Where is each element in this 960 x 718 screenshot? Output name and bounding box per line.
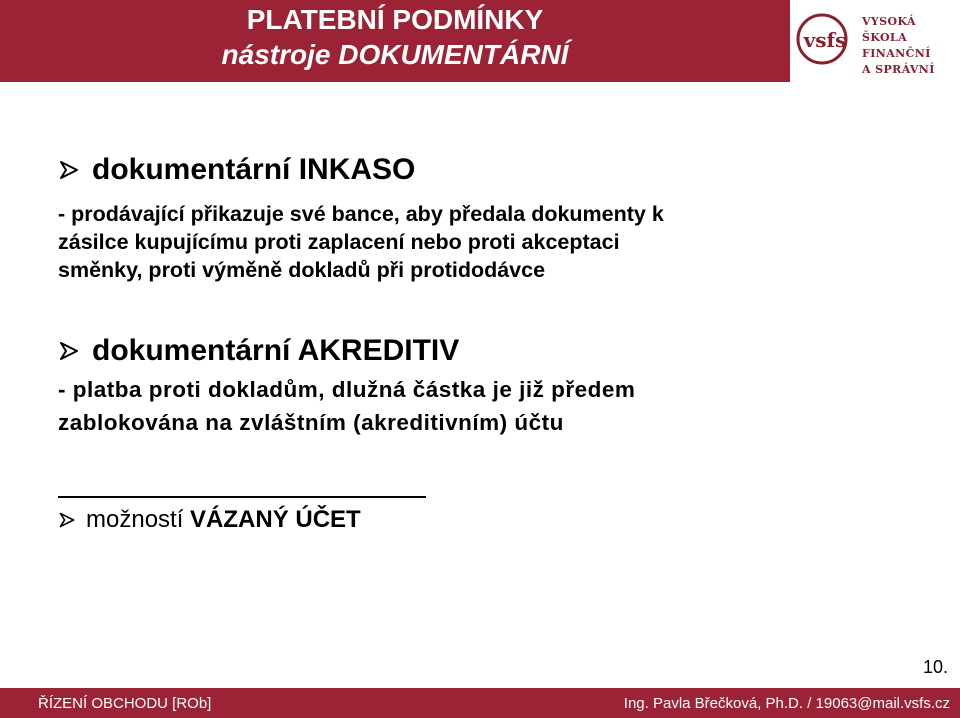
- separator-line: [58, 496, 426, 498]
- bullet-vazany-ucet: [58, 506, 361, 534]
- footer-course: ŘÍZENÍ OBCHODU [ROb]: [38, 695, 212, 712]
- logo-line-3: A SPRÁVNÍ: [862, 63, 935, 76]
- bullet-vazany-strong: VÁZANÝ ÚČET: [190, 506, 361, 533]
- inkaso-line-3: směnky, proti výměně dokladů při protidodávce: [58, 258, 546, 282]
- page-number: 10.: [922, 657, 948, 677]
- inkaso-line-2: zásilce kupujícímu proti zaplacení nebo proti akceptaci: [58, 230, 620, 254]
- inkaso-line-1: - prodávající přikazuje své bance, aby předala dokumenty k: [58, 202, 664, 226]
- vsfs-logo-icon: [796, 10, 854, 68]
- logo-text: [862, 14, 958, 78]
- akreditiv-line-2: zablokována na zvláštním (akreditivním) účtu: [58, 410, 564, 435]
- bullet-akreditiv: [58, 334, 459, 368]
- slide-footer: [0, 688, 960, 718]
- arrow-bullet-icon: [58, 511, 76, 529]
- arrow-bullet-icon: [58, 159, 80, 181]
- inkaso-description: [58, 200, 664, 284]
- bullet-inkaso-label: dokumentární INKASO: [92, 153, 416, 186]
- logo-line-2: FINANČNÍ: [862, 47, 931, 60]
- akreditiv-description: [58, 373, 635, 439]
- slide-subtitle: nástroje DOKUMENTÁRNÍ: [221, 39, 569, 70]
- slide-header: [0, 0, 960, 82]
- slide-title: PLATEBNÍ PODMÍNKY: [246, 4, 544, 35]
- school-logo: [790, 0, 960, 82]
- akreditiv-line-1: - platba proti dokladům, dlužná částka je již předem: [58, 377, 636, 402]
- title-block: [0, 0, 790, 82]
- bullet-akreditiv-label: dokumentární AKREDITIV: [92, 334, 460, 367]
- logo-line-1: VYSOKÁ ŠKOLA: [862, 15, 916, 44]
- arrow-bullet-icon: [58, 340, 80, 362]
- footer-author: Ing. Pavla Břečková, Ph.D. / 19063@mail.vsfs.cz: [623, 695, 950, 712]
- bullet-vazany-prefix: možností: [86, 506, 184, 533]
- logo-mark-text: vsfs: [803, 28, 847, 52]
- bullet-inkaso: [58, 153, 415, 187]
